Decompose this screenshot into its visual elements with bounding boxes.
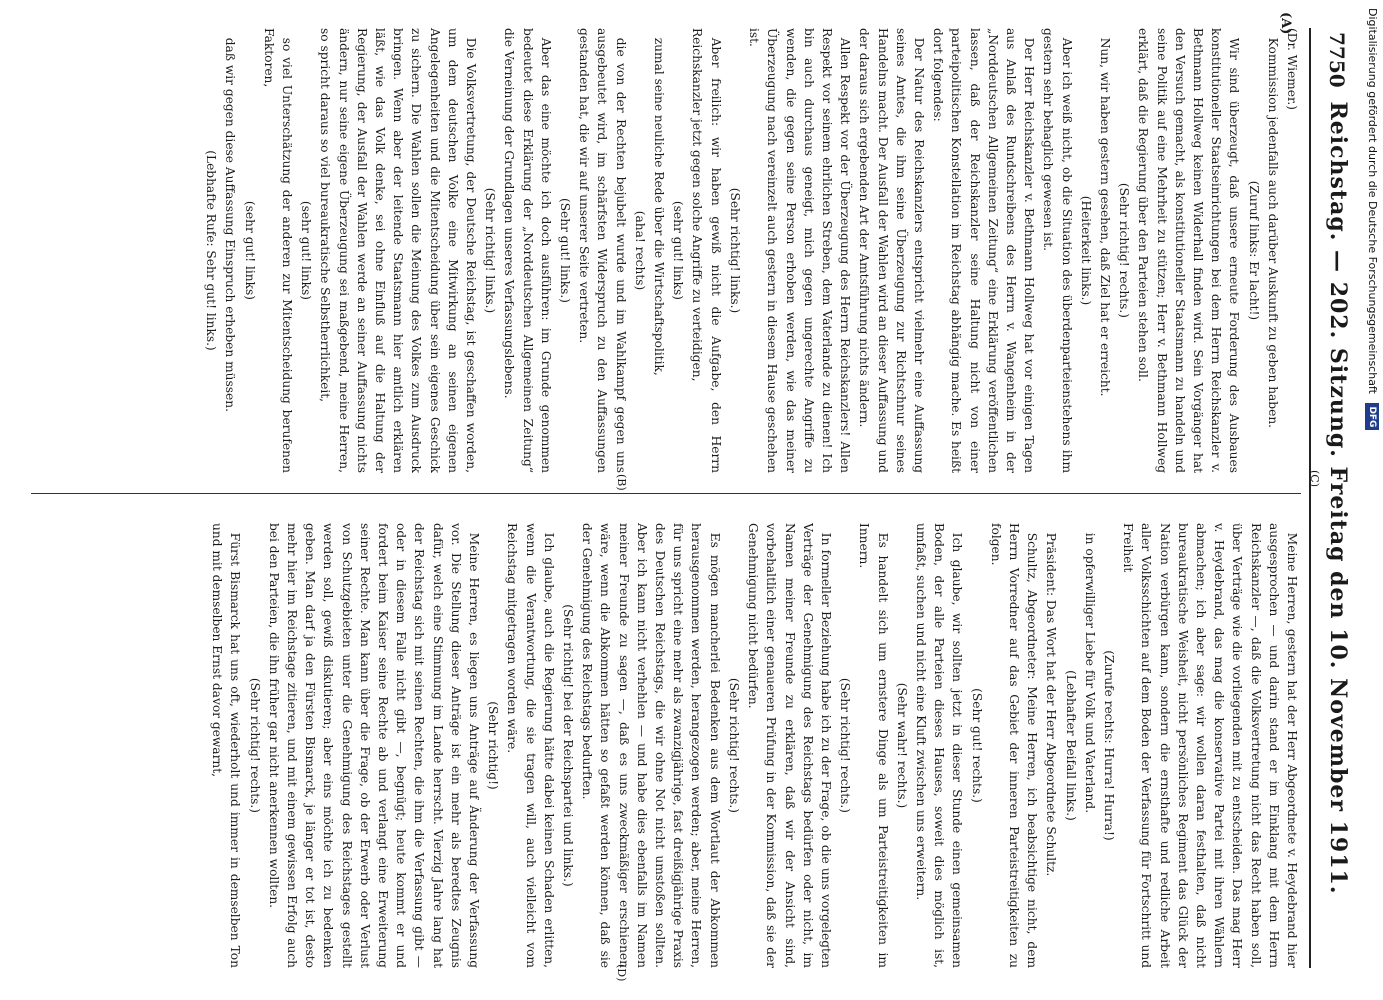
funding-text: Digitalisierung gefördert durch die Deutsche Forschungsgemeinschaft <box>1366 8 1379 394</box>
paragraph: Schultz, Abgeordneter: Meine Herren, ich beabsichtige nicht, dem Herrn Vorredner auf das Gebiet der inneren Parteistreitigkeiten zu folgen. <box>988 523 1040 968</box>
paragraph: Aber das eine möchte ich doch ausführen: im Grunde genommen bedeutet diese Erklärung der „Norddeutschen Allgemeinen Zeitung“ die Verneinung der Grundlagen unseres Verfassungslebens. <box>502 28 553 473</box>
paragraph: (Sehr richtig! rechts.) <box>838 677 853 814</box>
paragraph: (Heiterkeit links.) <box>1078 195 1093 306</box>
newspaper-page <box>18 12 1363 982</box>
paragraph: Meine Herren, es liegen uns Anträge auf Änderung der Verfassung vor. Die Stellung dieser Anträge ist ein mehr als beredtes Zeugnis dafür, welch eine Stimmung im Lande herrscht. Vierzig Jahre lang hat der Reichstag sich mit seinen Rechten, die ihm die Verfassung gibt — oder in diesem Falle nicht gibt —, begnügt; heute kommt er und fordert beim Kaiser seine Rechte ab und verlangt eine Erweiterung seiner Rechte. Man kann über die Frage, ob der Erwerb oder Verlust von Schutzgebieten unter die Genehmigung des Reichstages gestellt werden soll, gewiß diskutieren; aber eins möchte ich zu bedenken geben. Man darf ja den Fürsten Bismarck, je länger er tot ist, desto mehr hier im Reichstage zitieren, und mit einem gewissen Erfolg auch bei den Parteien, die ihn früher gar nicht anerkennen wollten. <box>266 523 482 968</box>
paragraph: (Sehr richtig! rechts.) <box>726 677 741 814</box>
paragraph: (Sehr richtig! rechts.) <box>247 677 262 814</box>
paragraph: (Lebhafte Rufe: Sehr gut! links.) <box>204 150 219 351</box>
right-text-column <box>31 523 1301 968</box>
paragraph: Allen Respekt vor der Überzeugung des Herrn Reichskanzlers! Allen Respekt vor seinem ehrlichen Streben, dem Vaterlande zu dienen! Ich bin auch durchaus geneigt, mich gegen ungerechte Angriffe zu wenden, die gegen seine Person erhoben werden, wie das meiner Überzeugung nach vereinzelt auch gestern in diesem Hause geschehen ist. <box>747 28 853 473</box>
page-number: 7750 <box>1325 32 1349 88</box>
paragraph: die von der Rechten bejubelt wurde und im Wahlkampf gegen uns ausgebeutet wird, im schärfsten Widerspruch zu den Auffassungen gestanden hat, die wir auf unserer Seite vertreten. <box>577 28 628 473</box>
margin-marker-b: (B) <box>615 474 628 491</box>
paragraph: Nun, wir haben gestern gesehen, daß Ziel hat er erreicht. <box>1097 37 1112 397</box>
paragraph: Es handelt sich um ernstere Dinge als um Parteistreitigkeiten im Innern. <box>857 523 890 968</box>
paragraph: Wir sind überzeugt, daß unsere erneute Forderung des Ausbaues konstitutioneller Staatseinrichtungen bei dem Herrn Reichskanzler v. Bethmann Hollweg keinen Widerhall finden wird. Sein Vorgänger hat den Versuch gemacht, als konstitutioneller Staatsmann zu handeln und seine Politik auf eine Mehrheit zu stützen; Herr v. Bethmann Hollweg erklärt, daß die Regierung über den Parteien stehen soll. <box>1136 28 1242 473</box>
paragraph: in opferwilliger Liebe für Volk und Vaterland. <box>1082 532 1097 814</box>
paragraph: Meine Herren, gestern hat der Herr Abgeordnete v. Heydebrand hier ausgesprochen — und darin stand er im Einklang mit dem Herrn Reichskanzler —, daß die Volksvertretung nicht das Recht haben soll, über Verträge wie die vorliegenden mit zu entscheiden. Das mag Herr v. Heydebrand, das mag die konservative Partei mit ihren Wählern abmachen; ich aber sage: wir wollen daran festhalten, daß nicht bureaukratische Weisheit, nicht persönliches Regiment das Glück der Nation verbürgen kann, sondern die ernsthafte und redliche Arbeit aller Volksschichten auf dem Boden der Verfassung für Fortschritt und Freiheit <box>1121 523 1299 968</box>
paragraph: (Sehr gut! links.) <box>558 197 573 304</box>
margin-marker-c: (C) <box>1308 470 1321 487</box>
paragraph: Fürst Bismarck hat uns oft, wiederholt und immer in demselben Ton und mit demselben Ernst davor gewarnt, <box>210 523 243 968</box>
paragraph: Ich glaube, wir sollten jetzt in dieser Stunde einen gemeinsamen Boden, der alle Parteien dieses Hauses, soweit dies möglich ist, umfaßt, suchen und nicht eine Kluft zwischen uns erweitern. <box>913 523 965 968</box>
paragraph: (Zuruf links: Er lacht!) <box>1246 180 1261 321</box>
paragraph: Präsident: Das Wort hat der Herr Abgeordnete Schultz. <box>1044 532 1059 877</box>
paragraph: (Sehr richtig! links.) <box>483 187 498 314</box>
paragraph: (Dr. Wiemer.) <box>1285 28 1299 111</box>
paragraph: In formeller Beziehung habe ich zu der Frage, ob die uns vorgelegten Verträge der Genehmigung des Reichstags bedürfen oder nicht, im Namen meiner Freunde zu erklären, daß wir der Ansicht sind, vorbehaltlich einer genaueren Prüfung in der Kommission, daß sie der Genehmigung nicht bedürfen. <box>746 523 833 968</box>
paragraph: (Sehr richtig! links.) <box>727 187 742 314</box>
paragraph: zumal seine neuliche Rede über die Wirtschaftspolitik, <box>652 37 667 376</box>
page-header <box>1303 18 1363 978</box>
dfg-logo: DFG <box>1365 403 1379 430</box>
paragraph: (Sehr richtig! rechts.) <box>1117 182 1132 319</box>
paragraph: daß wir gegen diese Auffassung Einspruch erheben müssen. <box>223 37 238 412</box>
paragraph: (sehr gut! links) <box>242 200 257 301</box>
margin-marker-d: (D) <box>615 964 628 982</box>
column-divider <box>31 493 1301 494</box>
paragraph: Kommission jedenfalls auch darüber Auskunft zu geben haben. <box>1265 37 1280 429</box>
paragraph: (Sehr richtig!) <box>486 701 501 790</box>
paragraph: Aber freilich: wir haben gewiß nicht die Aufgabe, den Herrn Reichskanzler jetzt gegen solche Angriffe zu verteidigen, <box>690 28 723 473</box>
paragraph: Ich glaube, auch die Regierung hätte dabei keinen Schaden erlitten, wenn die Verantwortung, die sie tragen will, auch vielleicht vom Reichstag mitgetragen worden wäre. <box>505 523 556 968</box>
paragraph: (Sehr gut! rechts.) <box>969 688 984 803</box>
digitization-note <box>1363 8 1383 988</box>
paragraph: (sehr gut! links) <box>299 200 314 301</box>
paragraph: Die Volksvertretung, der Deutsche Reichstag, ist geschaffen worden, um dem deutschen Volke eine Mitwirkung an seinen eigenen Angelegenheiten und die Mitentscheidung über sein eigenes Geschick zu sichern. Die Wahlen sollen die Meinung des Volkes zum Ausdruck bringen. Wenn aber der leitende Staatsmann hier amtlich erklären läßt, wie das Volk denke, sei ohne Einfluß auf die Haltung der Regierung, der Ausfall der Wahlen werde an seiner Auffassung nichts ändern, nur seine eigene Überzeugung sei maßgebend, meine Herren, so spricht daraus so viel bureaukratische Selbstherrlichkeit, <box>318 28 479 473</box>
page-title: Reichstag. — 202. Sitzung. Freitag den 10. November 1911. <box>1325 101 1351 895</box>
paragraph: so viel Unterschätzung der anderen zur Mitentscheidung berufenen Faktoren, <box>261 28 295 473</box>
paragraph: (Sehr wahr! rechts.) <box>894 682 909 809</box>
paragraph: (Lebhafter Beifall links.) <box>1063 670 1078 821</box>
paragraph: (Sehr richtig! bei der Reichspartei und links.) <box>561 604 576 887</box>
paragraph: Der Natur des Reichskanzlers entspricht vielmehr eine Auffassung seines Amtes, die ihm seine Überzeugung zur Richtschnur seines Handelns macht. Der Ausfall der Wahlen wird an dieser Auffassung und der daraus sich ergebenden Art der Amtsführung nichts ändern. <box>857 28 926 473</box>
paragraph: (aha! rechts) <box>632 210 647 291</box>
header-rule <box>1309 28 1311 968</box>
paragraph: Es mögen mancherlei Bedenken aus dem Wortlaut der Abkommen herausgenommen werden, herangezogen werden; aber, meine Herren, für uns spricht eine mehr als zwanzigjährige, fast dreißigjährige Praxis des Deutschen Reichstags, die wir ohne Not nicht umstoßen sollten. Aber ich kann nicht verhehlen — und habe dies ebenfalls im Namen meiner Freunde zu sagen —, daß es uns zweckmäßiger erschienen wäre, wenn die Abkommen hätten so gefaßt werden können, daß sie der Genehmigung des Reichstags bedurften. <box>580 523 722 968</box>
margin-marker-a: (A) <box>1278 12 1293 35</box>
paragraph: Der Herr Reichskanzler v. Bethmann Hollweg hat vor einigen Tagen aus Anlaß des Rundschreibens des Herrn v. Wangenheim in der „Norddeutschen Allgemeinen Zeitung“ eine Erklärung veröffentlichen lassen, daß der Reichskanzler seine Haltung nicht von einer parteipolitischen Konstellation im Reichstag abhängig mache. Es heißt dort folgendes: <box>931 28 1037 473</box>
left-text-column <box>31 28 1301 473</box>
paragraph: (sehr gut! links) <box>671 200 686 301</box>
paragraph: Aber ich weiß nicht, ob die Situation des überdenparteienstehens ihm gestern sehr behaglich gewesen ist. <box>1041 28 1074 473</box>
paragraph: (Zurufe rechts: Hurra! Hurra!) <box>1101 650 1116 841</box>
